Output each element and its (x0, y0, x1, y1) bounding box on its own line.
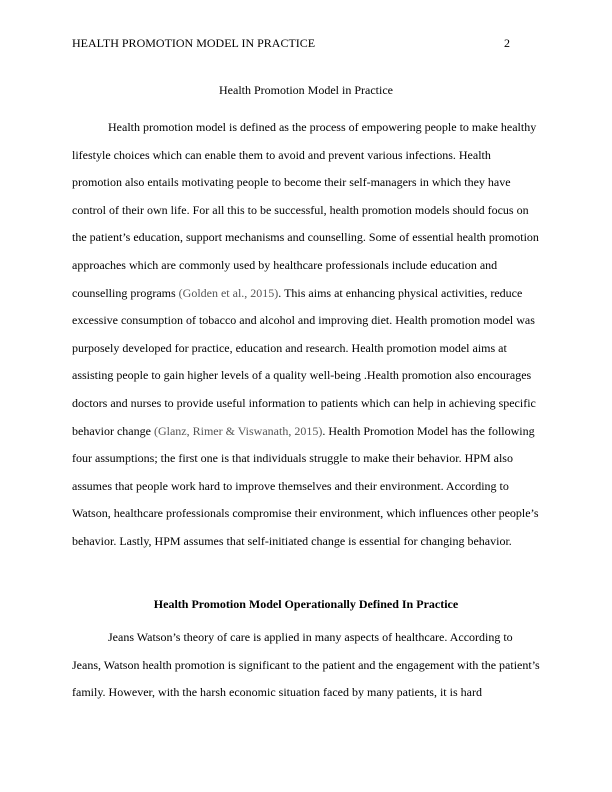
page-number: 2 (504, 36, 510, 50)
running-head: HEALTH PROMOTION MODEL IN PRACTICE (72, 36, 316, 50)
citation-glanz: (Glanz, Rimer & Viswanath, 2015) (153, 423, 323, 438)
section-heading: Health Promotion Model Operationally Defined In Practice (153, 597, 459, 611)
paragraph-1-text-c: . Health Promotion Model has the following four assumptions; the first one is that individuals struggle to make their behavior. HPM also assumes that people work hard to improve themselves and their environment. According to Watson, healthcare professionals compromise their environment, which influences other people’s behavior. Lastly, HPM assumes that self-initiated change is essential for changing behavior. (72, 423, 539, 548)
paragraph-1-text-b: . This aims at enhancing physical activities, reduce excessive consumption of tobacco and alcohol and improving diet. Health promotion model was purposely developed for practice, education and research. Health promotion model aims at assisting people to gain higher levels of a quality well-being .Health promotion also encourages doctors and nurses to provide useful information to patients which can help in achieving specific behavior change (72, 285, 536, 438)
body-paragraph-2 (72, 624, 540, 707)
page-title: Health Promotion Model in Practice (219, 83, 393, 97)
citation-golden: (Golden et al., 2015) (178, 285, 279, 300)
paragraph-2-text: Jeans Watson’s theory of care is applied in many aspects of healthcare. According to Jeans, Watson health promotion is significant to the patient and the engagement with the patient’s family. However, with the harsh economic situation faced by many patients, it is hard (72, 630, 540, 700)
paragraph-1-text-a: Health promotion model is defined as the process of empowering people to make healthy lifestyle choices which can enable them to avoid and prevent various infections. Health promotion also entails motivating people to become their self-managers in which they have control of their own life. For all this to be successful, health promotion models should focus on the patient’s education, support mechanisms and counselling. Some of essential health promotion approaches which are commonly used by healthcare professionals include education and counselling programs (72, 120, 539, 300)
body-paragraph-1 (72, 114, 540, 556)
